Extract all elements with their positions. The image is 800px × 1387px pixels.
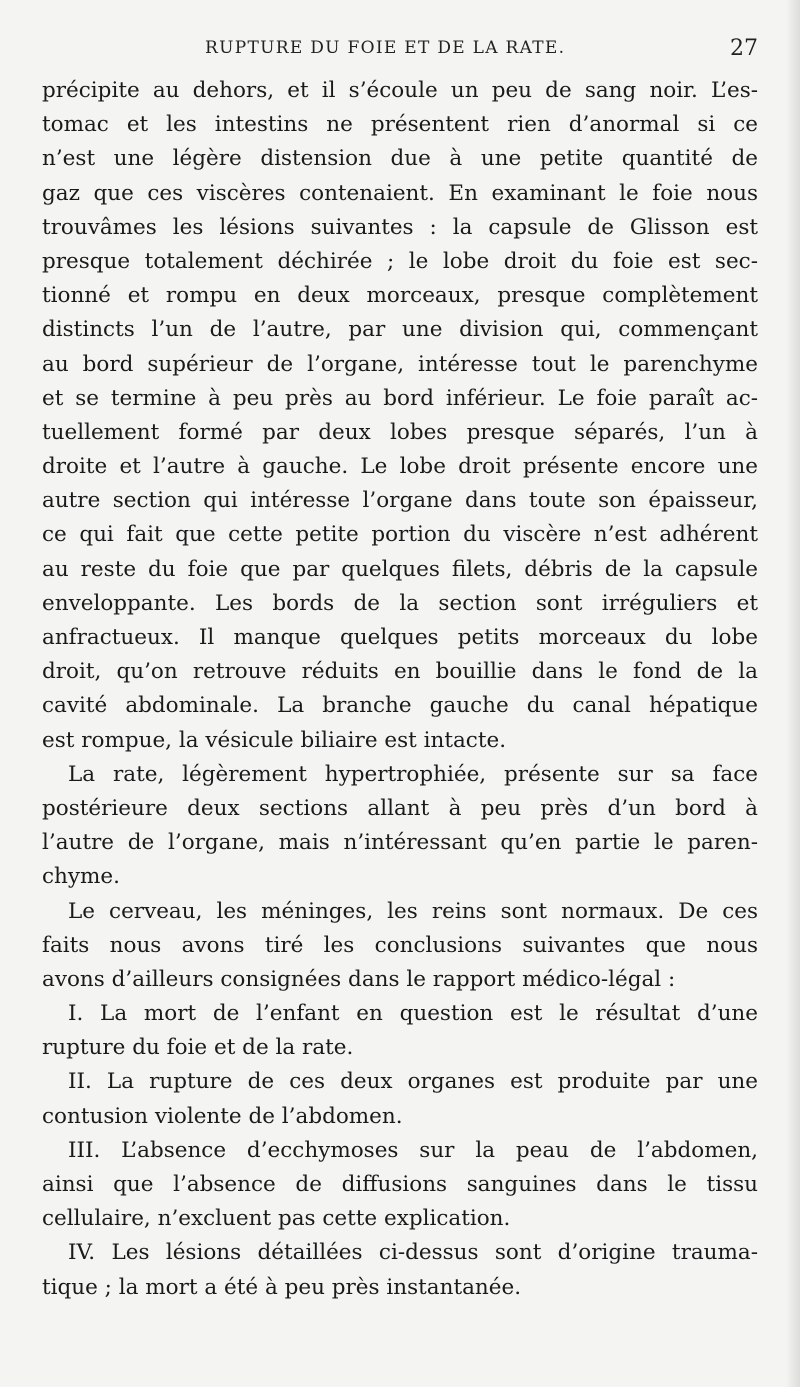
text-line: IV. Les lésions détaillées ci-dessus sont d’origine trauma- — [68, 1240, 758, 1266]
text-line: ainsi que l’absence de diffusions sanguines dans le tissu — [42, 1172, 758, 1197]
text-line: tomac et les intestins ne présentent rien d’anormal si ce — [42, 112, 758, 138]
text-line: droite et l’autre à gauche. Le lobe droit présente encore une — [42, 454, 758, 480]
text-line: III. L’absence d’ecchymoses sur la peau de l’abdomen, — [68, 1137, 758, 1163]
text-line: tionné et rompu en deux morceaux, presque complètement — [42, 283, 758, 309]
text-line: La rate, légèrement hypertrophiée, présente sur sa face — [68, 761, 758, 787]
text-line: gaz que ces viscères contenaient. En examinant le foie nous — [42, 180, 758, 206]
text-line: tuellement formé par deux lobes presque séparés, l’un à — [42, 419, 758, 445]
text-line: ce qui fait que cette petite portion du viscère n’est adhérent — [42, 522, 758, 548]
text-line: n’est une légère distension due à une petite quantité de — [42, 146, 758, 172]
text-line: précipite au dehors, et il s’écoule un peu de sang noir. L’es- — [42, 78, 758, 103]
text-line: au reste du foie que par quelques filets, débris de la capsule — [42, 556, 758, 582]
text-line: l’autre de l’organe, mais n’intéressant qu’en partie le paren- — [42, 830, 758, 856]
text-line: trouvâmes les lésions suivantes : la capsule de Glisson est — [42, 214, 758, 240]
text-line: tique ; la mort a été à peu près instantanée. — [42, 1274, 522, 1300]
text-line: droit, qu’on retrouve réduits en bouillie dans le fond de la — [42, 659, 758, 685]
text-line: presque totalement déchirée ; le lobe droit du foie est sec- — [42, 248, 758, 274]
text-line: cavité abdominale. La branche gauche du canal hépatique — [42, 693, 758, 719]
page-edge-shadow — [786, 0, 800, 1387]
text-line: II. La rupture de ces deux organes est produite par une — [68, 1069, 758, 1095]
running-title: RUPTURE DU FOIE ET DE LA RATE. — [205, 38, 566, 58]
text-line: et se termine à peu près au bord inférieur. Le foie paraît ac- — [42, 385, 758, 411]
text-line: est rompue, la vésicule biliaire est intacte. — [42, 727, 507, 753]
text-line: avons d’ailleurs consignées dans le rapport médico-légal : — [42, 966, 676, 992]
page-number: 27 — [730, 36, 758, 61]
text-line: anfractueux. Il manque quelques petits morceaux du lobe — [42, 625, 758, 650]
text-line: contusion violente de l’abdomen. — [42, 1103, 403, 1129]
body-text — [42, 74, 758, 1305]
running-header — [42, 36, 758, 64]
text-line: I. La mort de l’enfant en question est le résultat d’une — [68, 1001, 758, 1027]
text-line: faits nous avons tiré les conclusions suivantes que nous — [42, 932, 758, 958]
text-line: rupture du foie et de la rate. — [42, 1035, 354, 1061]
text-line: postérieure deux sections allant à peu près d’un bord à — [42, 795, 758, 821]
text-line: distincts l’un de l’autre, par une division qui, commençant — [42, 317, 758, 343]
text-line: chyme. — [42, 864, 120, 890]
text-line: enveloppante. Les bords de la section sont irréguliers et — [42, 590, 758, 616]
text-line: au bord supérieur de l’organe, intéresse tout le parenchyme — [42, 351, 758, 377]
text-line: Le cerveau, les méninges, les reins sont normaux. De ces — [68, 898, 758, 924]
text-line: autre section qui intéresse l’organe dans toute son épaisseur, — [42, 488, 758, 514]
text-line: cellulaire, n’excluent pas cette explication. — [42, 1206, 511, 1232]
